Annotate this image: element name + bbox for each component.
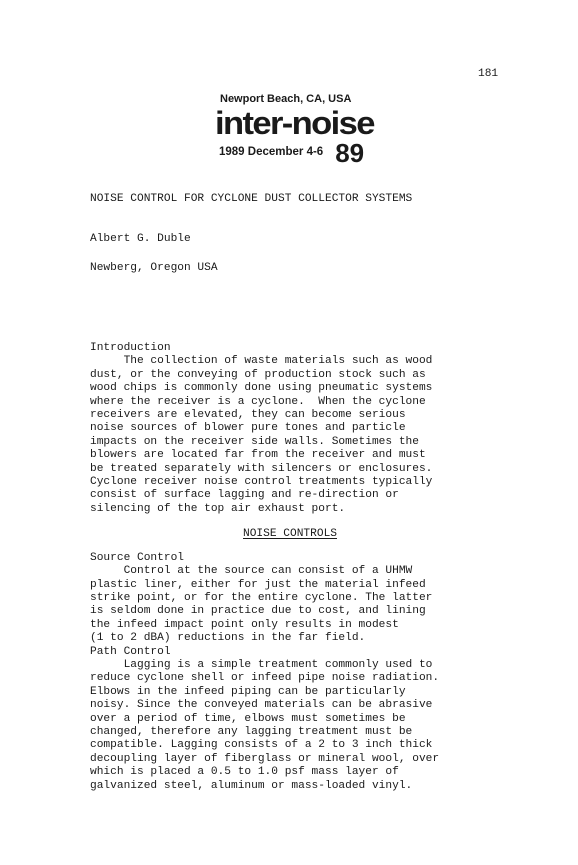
section-heading-noise-controls: NOISE CONTROLS [243,528,337,541]
paper-body [90,342,490,793]
text-line: dust, or the conveying of production stock such as [90,368,426,381]
text-line: is seldom done in practice due to cost, and lining [90,605,426,618]
year-badge: 89 [335,138,365,168]
text-line: wood chips is commonly done using pneumatic systems [90,382,433,395]
text-line: Cyclone receiver noise control treatments typically [90,476,433,489]
text-line: (1 to 2 dBA) reductions in the far field. [90,632,366,645]
paper-author: Albert G. Duble [90,233,191,245]
text-line: which is placed a 0.5 to 1.0 psf mass layer of [90,766,399,779]
section-heading-introduction: Introduction [90,342,171,354]
text-line: strike point, or for the entire cyclone. The latter [90,591,433,604]
text-line: blowers are located far from the receiver and must [90,449,426,462]
text-line: decoupling layer of fiberglass or mineral wool, over [90,752,440,765]
conference-header [212,93,392,166]
text-line: Elbows in the infeed piping can be particularly [90,685,406,698]
text-line: compatible. Lagging consists of a 2 to 3 inch thick [90,739,433,752]
text-line: over a period of time, elbows must sometimes be [90,712,406,725]
paper-title: NOISE CONTROL FOR CYCLONE DUST COLLECTOR SYSTEMS [90,193,413,205]
subsection-heading-source-control: Source Control [90,551,184,564]
text-line: where the receiver is a cyclone. When the cyclone [90,395,426,408]
text-line: The collection of waste materials such as wood [90,355,433,368]
text-line: plastic liner, either for just the material infeed [90,578,426,591]
text-line: Lagging is a simple treatment commonly used to [90,658,433,671]
text-line: be treated separately with silencers or enclosures. [90,462,433,475]
introduction-paragraph [90,355,490,516]
text-line: silencing of the top air exhaust port. [90,502,346,515]
text-line: galvanized steel, aluminum or mass-loaded vinyl. [90,779,413,792]
page-number: 181 [478,68,499,80]
path-control-paragraph [90,659,490,793]
text-line: impacts on the receiver side walls. Sometimes the [90,435,419,448]
text-line: reduce cyclone shell or infeed pipe noise radiation. [90,672,440,685]
text-line: the infeed impact point only results in modest [90,618,399,631]
text-line: noise sources of blower pure tones and particle [90,422,406,435]
source-control-paragraph [90,565,490,645]
text-line: Control at the source can consist of a UHMW [90,565,413,578]
date-row [212,140,392,166]
text-line: noisy. Since the conveyed materials can be abrasive [90,699,433,712]
conference-date: 1989 December 4-6 [219,146,324,158]
paper-affiliation: Newberg, Oregon USA [90,262,218,274]
text-line: consist of surface lagging and re-direction or [90,489,399,502]
conference-logo: inter-noise [215,105,374,141]
text-line: changed, therefore any lagging treatment must be [90,725,413,738]
conference-location: Newport Beach, CA, USA [220,93,352,105]
subsection-heading-path-control: Path Control [90,645,171,658]
text-line: receivers are elevated, they can become serious [90,409,406,422]
